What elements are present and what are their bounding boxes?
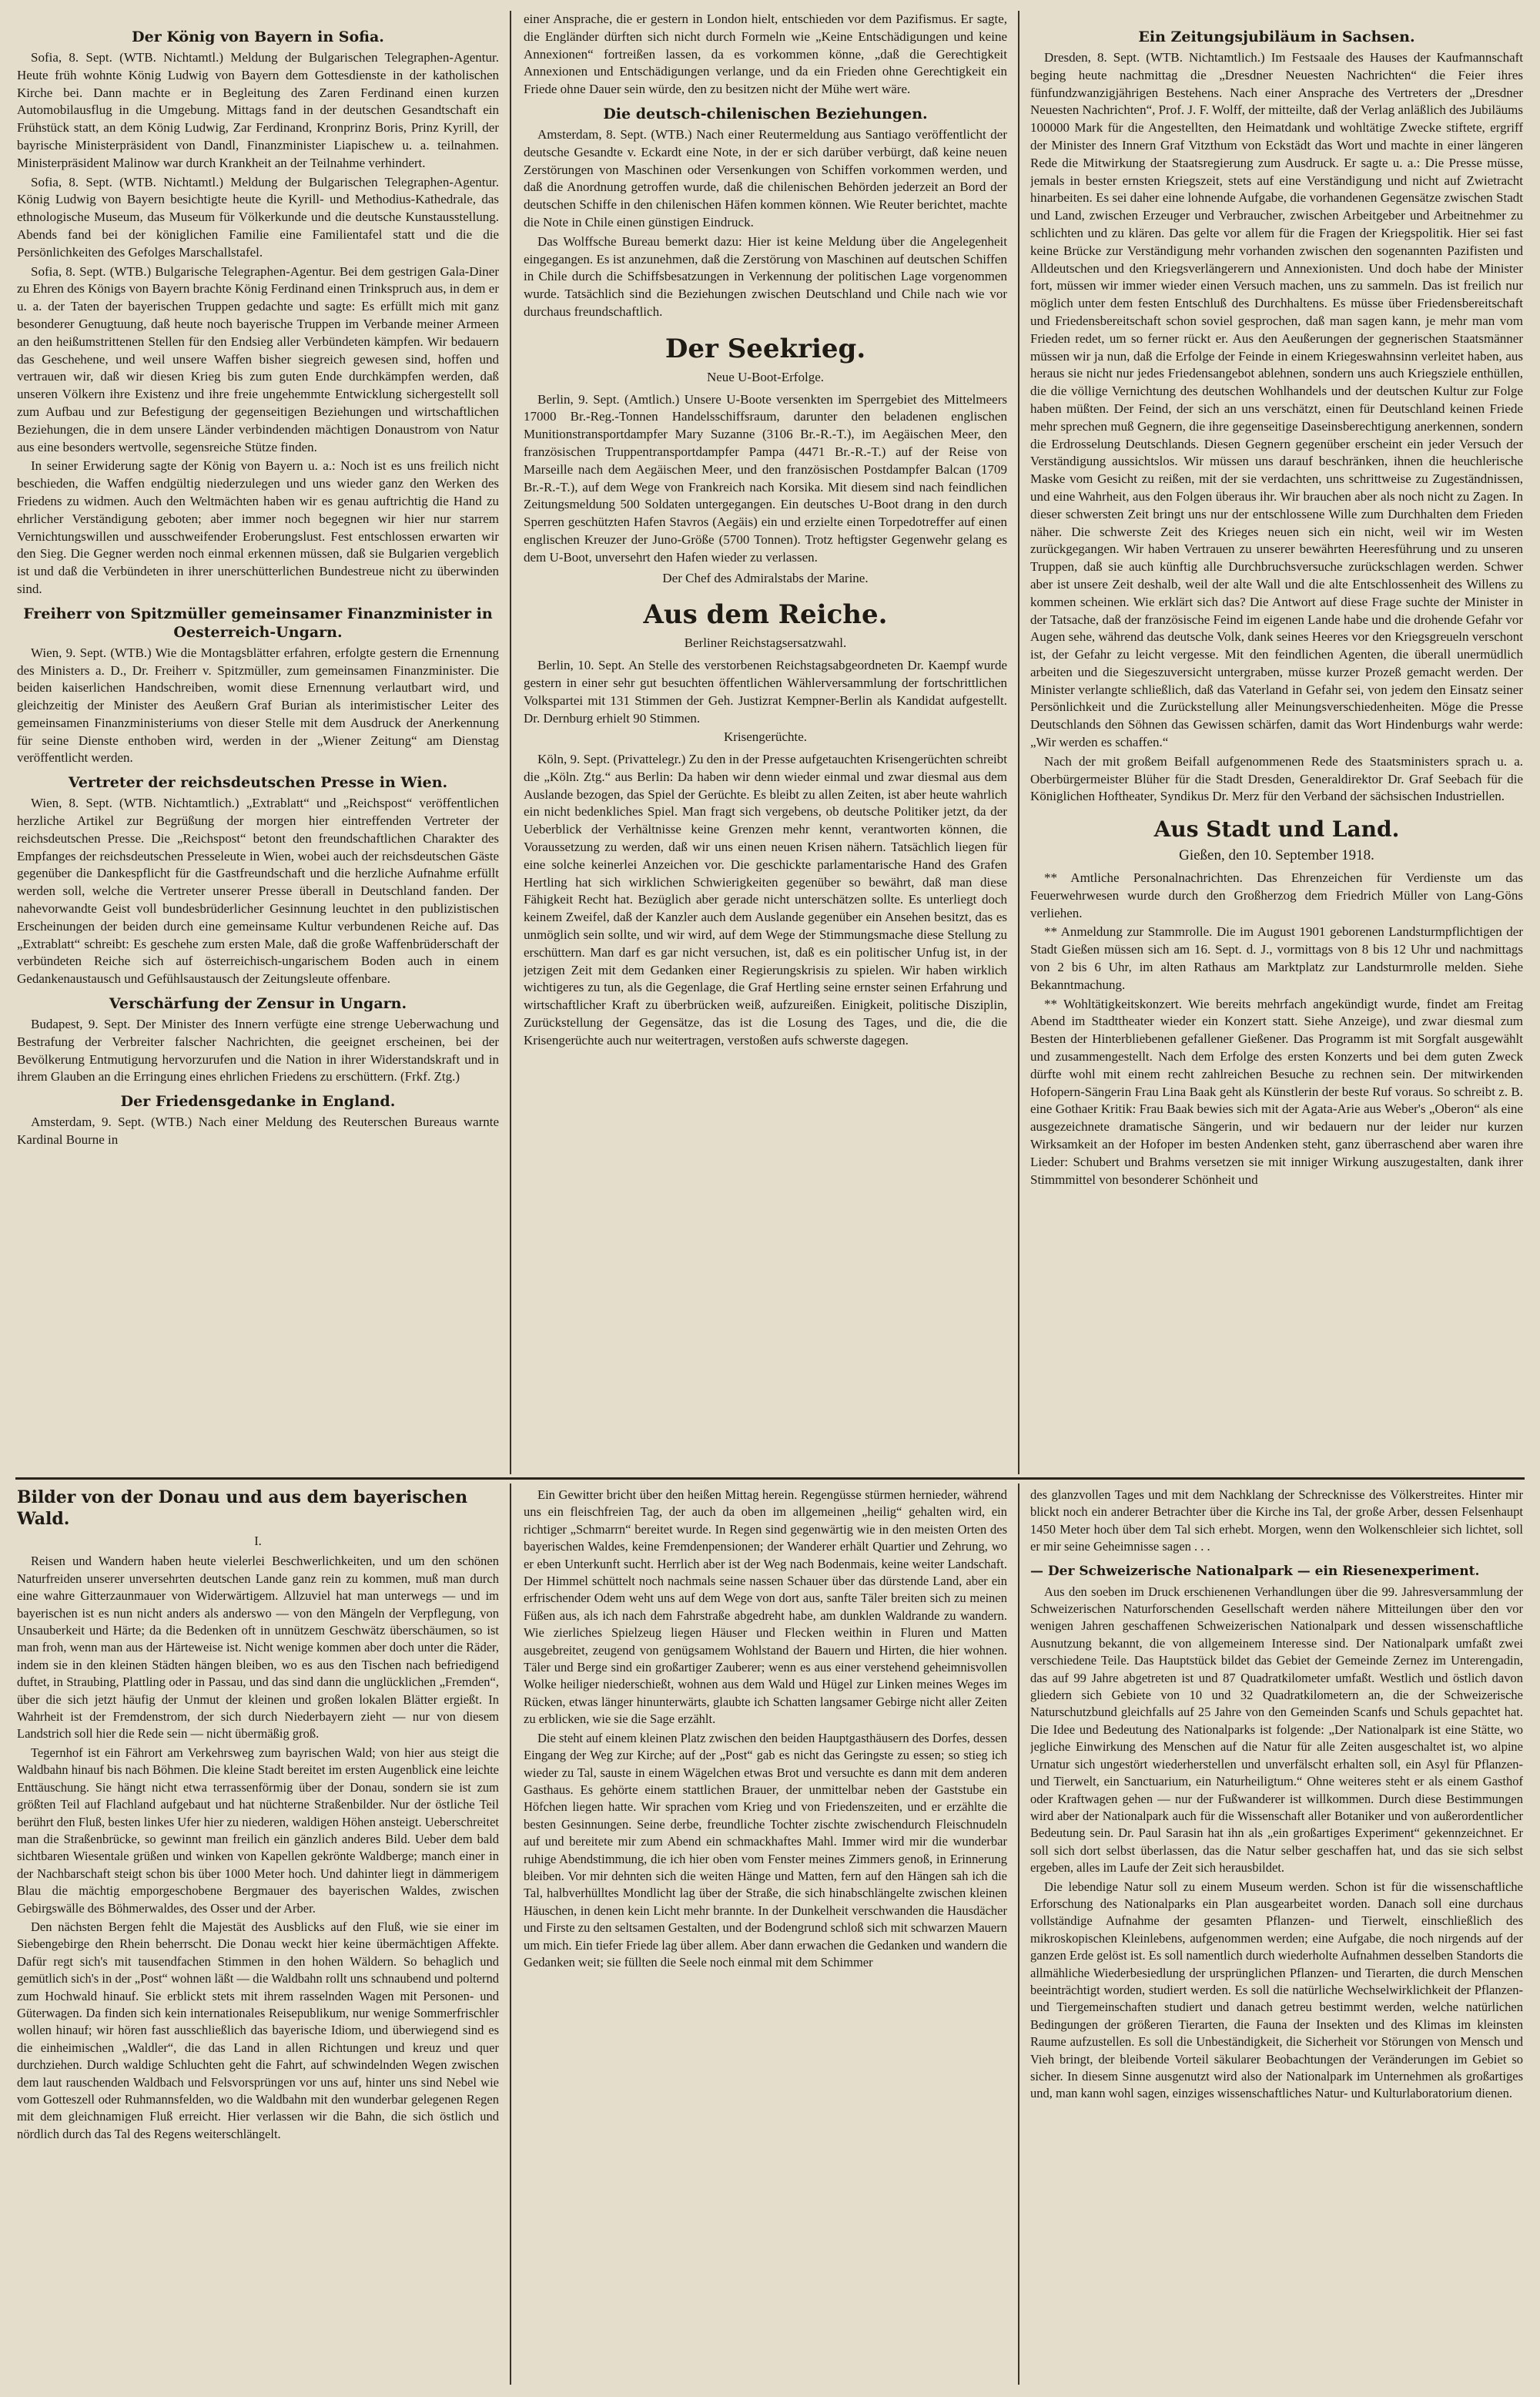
subheadline-u-boot: Neue U-Boot-Erfolge.: [706, 369, 824, 384]
headline-koenig-bayern: Der König von Bayern in Sofia.: [132, 28, 384, 45]
headline-zeitungsjubilaeum: Ein Zeitungsjubiläum in Sachsen.: [1138, 28, 1415, 45]
feature-column-3: [1030, 1487, 1523, 2385]
article-text: Amsterdam, 8. Sept. (WTB.) Nach einer Reutermeldung aus Santiago veröffentlicht der deutsche Gesandte v. Eckardt eine Note, in der er sich darüber verbürgt, daß keine neuen Zerstörungen von Maschinen oder Versenkungen von Schiffen vorkommen werden, und daß die Anordnung getroffen wurde, daß die chilenischen Behörden jederzeit an Bord der deutschen Schiffe in den chilenischen Häfen kommen können. Wie Reuter berichtet, machte die Note in Chile einen günstigen Eindruck.: [524, 126, 1007, 230]
headline-seekrieg: Der Seekrieg.: [665, 333, 866, 364]
column-rule: [1018, 11, 1019, 1474]
column-3: [1030, 22, 1523, 1473]
article-text: ** Amtliche Personalnachrichten. Das Ehrenzeichen für Verdienste um das Feuerwehrwesen wurde durch den Großherzog dem Friedrich Müller von Lang-Göns verliehen.: [1030, 870, 1523, 920]
feature-text: Ein Gewitter bricht über den heißen Mittag herein. Regengüsse stürmen hernieder, während uns ein fleischfreien Tag, der auch da oben im allgemeinen „heilig“ gehalten wird, ein richtiger „Schmarrn“ bereitet wurde. In Regen sind gegenwärtig wie in den meisten Orten des bayerischen Waldes, keine Fremdenpensionen; der Wanderer erhält Quartier und Zehrung, wo er eben Unterkunft sucht. Herrlich aber ist der Weg nach Bodenmais, keine weiter Landschaft. Der Himmel schüttelt noch nachmals seine nassen Schauer über das dürstende Land, aber ein erfrischender Odem weht uns auf dem Wege von dort aus, sanfte Täler breiten sich zu meinen Füßen aus, als ich nach dem Fahrstraße abgedreht habe, am dunklen Waldrande zu wandern. Wie zierliches Spielzeug liegen Häuser und Flecken weithin in Fluren und Matten ausgebreitet, zeugend von genügsamem Wohlstand der Bauern und Hirten, die hier wohnen. Täler und Berge sind ein großartiger Zauberer; wenn es aus einer verstehend geheimnisvollen Wolke heiliger niederschießt, wohnen aus dem Wald und Hügel zur Linken meines Weges im Rücken, etwas länger hinunterwärts, glaubte ich Schatten langsamer Gebirge nicht aller Zeiten zu erblicken, wie sie die Sage erzählt.: [524, 1487, 1007, 1727]
article-text: Berlin, 9. Sept. (Amtlich.) Unsere U-Boote versenkten im Sperrgebiet des Mittelmeers 17000 Br.-Reg.-Tonnen Handelsschiffsraum, darunter den beladenen englischen Munitionstransportdampfer Mary Suzanne (3106 Br.-R.-T.), im Aegäischen Meer, den französischen Truppentransportdampfer Pampa (4471 Br.-R.-T.) auf der Reise von Marseille nach dem Aegäischen Meer, und den französischen Postdampfer Balcan (1709 Br.-R.-T.), auf dem Wege von Frankreich nach Korsika. Mit diesem sind nach feindlichen Zeitungsmeldung 500 Soldaten untergegangen. Ein deutsches U-Boot drang in den durch Sperren geschützten Hafen Stavros (Aegäis) ein und erzielte einen Torpedotreffer auf einen englischen Kreuzer der Juno-Größe (5700 Tonnen). Trotz heftigster Gegenwehr gelang es dem U-Boot, unversehrt den Hafen wieder zu verlassen.: [524, 391, 1007, 565]
feature-text: Die lebendige Natur soll zu einem Museum werden. Schon ist für die wissenschaftliche Erforschung des Nationalparks ein Plan ausgearbeitet worden. Danach soll eine durchaus vollständige Aufnahme der gesamten Pflanzen- und Tierwelt, einschließlich des mikroskopischen Kleinlebens, aufgenommen werden; eine Aufgabe, die noch nirgends auf der ganzen Erde gelöst ist. Es soll namentlich durch wiederholte Aufnahmen desselben Standorts die allmähliche Wiederbesiedlung der ursprünglichen Pflanzen- und Tierarten, die durch Menschen beeinträchtigt worden, studiert werden. Es soll die natürliche Wechselwirklichkeit der Pflanzen- und Tiergemeinschaften studiert und danach getreu bestimmt werden, welche natürlichen Bedingungen der größeren Tierarten, die Fauna der Insekten und des Klimas im kleinsten Raume aufzustellen. Es soll die Unbeständigkeit, die Sicherheit vor Störungen von Mensch und Vieh bringt, der bleibende Vorteil säkularer Beobachtungen der Veränderungen im Gebiet so sicher. In diesem Sinne ausgenutzt wird also der Nationalpark im Unternehmen als großartiges und, man kann wohl sagen, einziges wissenschaftliches Natur- und Kulturlaboratorium dienen.: [1030, 1879, 1523, 2101]
feature-part-number: I.: [254, 1534, 262, 1548]
article-text: In seiner Erwiderung sagte der König von Bayern u. a.: Noch ist es uns freilich nicht beschieden, die Waffen endgültig niederzulegen und uns wieder ganz den Werken des Friedens zu widmen. Auch den Weltmächten haben wir es genau auftrichtig die Hand zu ehrlicher Verständigung geboten; aber immer noch begegnen wir hier nur starrem Vernichtungswillen und ausschweifender Eroberungslust. Fest entschlossen erwarten wir den Sieg. Die Gegner werden noch einmal erkennen müssen, daß sie Bulgarien vergeblich ist und daß die Verbündeten in ihrer unerschütterlichen Bundestreue nicht zu überwinden sind.: [17, 458, 499, 596]
headline-deutsch-chilenisch: Die deutsch-chilenischen Beziehungen.: [603, 105, 928, 122]
article-text: Berlin, 10. Sept. An Stelle des verstorbenen Reichstagsabgeordneten Dr. Kaempf wurde gestern in einer sehr gut besuchten öffentlichen Wählerversammlung der fortschrittlichen Volkspartei mit 131 Stimmen der Geh. Justizrat Kempner-Berlin als Kandidat aufgestellt. Dr. Dernburg erhielt 90 Stimmen.: [524, 658, 1007, 726]
headline-stadt-und-land: Aus Stadt und Land.: [1153, 816, 1400, 843]
feature-text: des glanzvollen Tages und mit dem Nachklang der Schrecknisse des Völkerstreites. Hinter mir blickt noch ein anderer Betrachter über die Kirche ins Tal, der große Arber, dessen Felsenhaupt 1450 Meter hoch über dem Tal sich erhebt. Morgen, wenn den Wolkenschleier sich lichtet, soll er mir seine Geheimnisse sagen . . .: [1030, 1487, 1523, 1554]
signature-admiralstab: Der Chef des Admiralstabs der Marine.: [662, 570, 869, 585]
feature-text: Den nächsten Bergen fehlt die Majestät des Ausblicks auf den Fluß, wie sie einer im Siebengebirge den Rhein beherrscht. Die Donau weckt hier keine übermächtigen Affekte. Dafür regt sich's mit tausendfachen Stimmen in den hohen Wäldern. So behaglich und gemütlich sich's in der „Post“ wohnen läßt — die Waldbahn rollt uns schnaubend und polternd zum Hochwald hinauf. Sie erblickt stets mit ihrem rasselnden Wagen mit Personen- und Güterwagen. Da finden sich kein internationales Reisepublikum, nur wenige Sommerfrischler wollen hinauf; wir hören fast ausschließlich das bayerische Idiom, und überwiegend sind es die einheimischen „Waldler“, die das Land in allen Richtungen und kreuz und quer durchziehen. Durch waldige Schluchten geht die Fahrt, auf schwindelnden Wegen zwischen dem laut rauschenden Waldbach und Felsvorsprüngen vor uns auf, hinter uns sind Nebel wie vom Gotteszell oder Ruhmannsfelden, wo die Waldbahn mit den wunderbar gelegenen Regen mit dem gleichnamigen Fluß erreicht. Hier verlassen wir die Bahn, die sich östlich und nördlich durch das Tal des Regens weiterschlängelt.: [17, 1919, 499, 2141]
headline-spitzmueller: Freiherr von Spitzmüller gemeinsamer Finanzminister in Oesterreich-Ungarn.: [23, 605, 493, 641]
article-text: Köln, 9. Sept. (Privattelegr.) Zu den in der Presse aufgetauchten Krisengerüchten schreibt die „Köln. Ztg.“ aus Berlin: Da haben wir denn wieder einmal und zwar diesmal aus dem Auslande bezogen, das Spiel der Gerüchte. Es bleibt zu allen Zeiten, ist aber heute wahrlich ein nicht bedenkliches Spiel. Man fragt sich vergebens, ob deutsche Politiker jetzt, da der Ueberblick der Verhältnisse keine Grenzen mehr kennt, verantworten können, die Voraussetzung zu werden, daß wir uns einen neuen Krisen nähern. Tatsächlich liegen für eine solche keinerlei Anzeichen vor. Die geschickte parlamentarische Hand des Grafen Hertling hat sich wirklichen Schwierigkeiten gegenüber so bewährt, daß man diese Fähigkeit Recht hat. Bezüglich aber gerade nicht unterschätzen sollte. Es unterliegt doch keinem Zweifel, daß der Kanzler auch dem Auslande gegenüber ein Ansehen besitzt, das es unmöglich sein sollte, und wir wird, auf dem Wege der Stimmungsmache diese Stellung zu erschüttern. Man darf es gar nicht versuchen, ist, daß es ein politischer Unfug ist, in der jetzigen Zeit mit dem Gedanken einer Regierungskrisis zu spielen. Wir haben wirklich wichtigeres zu tun, als die Gegenlage, die Graf Hertling seine ernster seinen Erfahrung und wirtschaftlicher Kraft zu überbrücken weiß, aufzureißen. Einigkeit, politische Disziplin, Zurückstellung der Gegensätze, das ist die Losung des Tages, und die, die die Krisengerüchte auch nur weitertragen, verstoßen aufs schwerste dagegen.: [524, 752, 1007, 1048]
article-text: ** Wohltätigkeitskonzert. Wie bereits mehrfach angekündigt wurde, findet am Freitag Abend im Stadttheater wieder ein Konzert statt. Siehe Anzeige), und zwar diesmal zum Besten der Hinterbliebenen gefallener Gießener. Das Programm ist mit Sorgfalt ausgewählt und zusammengestellt. Nach dem Erfolge des ersten Konzerts und bei dem guten Zweck dürfte wohl mit einem recht zahlreichen Besuche zu rechnen sein. Der mitwirkenden Hofopern-Sängerin Frau Lina Baak geht als Künstlerin der beste Ruf voraus. So schreibt z. B. eine Gothaer Kritik: Frau Baak bewies sich mit der Agata-Arie aus Weber's „Oberon“ als eine ausgezeichnete dramatische Sängerin, und wir bedauern nur der leider nur kurzen Wirksamkeit an der Hofoper im besten Andenken steht, ganz überraschend aber waren ihre Lieder: Schubert und Brahms versetzen sie mit inniger Wirkung auszugestalten, dank ihrer Stimmmittel von besonderer Schönheit und: [1030, 996, 1523, 1187]
feature-text: Reisen und Wandern haben heute vielerlei Beschwerlichkeiten, und um den schönen Naturfreiden unserer unversehrten deutschen Lande ganz rein zu kommen, muß man durch eine wahre Gitterzaunmauer von Widerwärtigem. Allzuviel hat man unterwegs — und im bayerischen ist es nun nicht anders als anderswo — von den Mängeln der Verpflegung, von Unsauberkeit und Härte; da die Bedenken oft in unnützem Geschwätz überschäumen, so ist man froh, wenn man aus der Härteweise ist. Nicht wenige kommen aber doch unter die Räder, indem sie in den kleinen Städten hängen bleiben, wo es aus den Tischen nach befriedigend duftet, in Straubing, Plattling oder in Passau, und das sind dann die unglücklichen „Fremden“, über die sich jetzt häufig der Unmut der kleinen und großen lokalen Blätter ergießt. In Wahrheit ist der Fremdenstrom, der sich durch Niederbayern zieht — nur von diesem Landstrich soll hier die Rede sein — nicht übermäßig groß.: [17, 1554, 499, 1742]
subheadline-krisengerüchte: Krisengerüchte.: [723, 729, 808, 745]
feature-text: Tegernhof ist ein Fährort am Verkehrsweg zum bayrischen Wald; von hier aus steigt die Waldbahn hinauf bis nach Böhmen. Die kleine Stadt bereitet im ersten Augenblick eine leichte Enttäuschung. Sie hängt nicht etwa terrassenförmig über der Donau, sondern sie ist zum größten Teil auf Flachland aufgebaut und hat nüchterne Straßenbilder. Nur der östliche Teil berührt den Fluß, besten linkes Ufer hier zu niederen, waldigen Höhen ansteigt. Ueberschreitet man die Straßenbrücke, so gewinnt man freilich ein gänzlich anderes Bild. Ueber dem bald sichtbaren Wiesentale grüßen und winken von Kapellen gekrönte Waldberge; manch einer in der Nachbarschaft steigt schon bis über 1000 Meter hoch. Und dahinter liegt in dämmerigem Blau die mächtig emporgeschobene Bergmauer des bayerischen Waldes, zwischen Gebirgswälle des Böhmerwaldes, des Osser und der Arber.: [17, 1745, 499, 1916]
article-text: Sofia, 8. Sept. (WTB. Nichtamtl.) Meldung der Bulgarischen Telegraphen-Agentur. Heute früh wohnte König Ludwig von Bayern dem Gottesdienste in der katholischen Kirche bei. Dann machte er in Begleitung des Zaren Ferdinand einen kurzen Automobilausflug in die Umgebung. Mittags fand in der deutschen Gesandtschaft ein Frühstück statt, an dem König Ludwig, Zar Ferdinand, Kronprinz Boris, Prinz Kyrill, der bayrische Ministerpräsident von Dandl, Finanzminister Liapischew u. a. teilnahmen. Ministerpräsident Malinow war durch Krankheit an der Teilnahme verhindert.: [17, 50, 499, 170]
article-text: Amsterdam, 9. Sept. (WTB.) Nach einer Meldung des Reuterschen Bureaus warnte Kardinal Bourne in: [17, 1115, 499, 1148]
article-text: Wien, 9. Sept. (WTB.) Wie die Montagsblätter erfahren, erfolgte gestern die Ernennung des Ministers a. D., Dr. Freiherr v. Spitzmüller, zum gemeinsamen Finanzminister. Die beiden kaiserlichen Handschreiben, womit diese Ernennung verlautbart wird, und gleichzeitig der Minister des Aeußern Graf Burian als interimistischer Leiter des gemeinsamen Finanzministeriums von dieser Stelle mit dem Ausdruck der Anerkennung für seine Dienste enthoben wird, werden in der „Wiener Zeitung“ am Dienstag veröffentlicht werden.: [17, 645, 499, 766]
article-text: Das Wolffsche Bureau bemerkt dazu: Hier ist keine Meldung über die Angelegenheit eingegangen. Es ist anzunehmen, daß die Zerstörung von Maschinen auf deutschen Schiffen in Chile durch die Schiffsbesatzungen in Verkennung der politischen Lage vorgenommen wurde. Tatsächlich sind die Beziehungen zwischen Deutschland und Chile nach wie vor durchaus freundschaftlich.: [524, 233, 1007, 319]
feature-column-2: [524, 1487, 1007, 2385]
subheadline-reichstag: Berliner Reichstagsersatzwahl.: [684, 635, 847, 651]
article-text: Sofia, 8. Sept. (WTB. Nichtamtl.) Meldung der Bulgarischen Telegraphen-Agentur. König Ludwig von Bayern besichtigte heute die Kyrill- und Methodius-Kathedrale, das ethnologische Museum, das Museum für Völkerkunde und die deutsche Kunstausstellung. Abends fand bei der königlichen Familie eine Familientafel statt und die die Persönlichkeiten des Gefolges Marschallstafel.: [17, 174, 499, 260]
article-text: ** Anmeldung zur Stammrolle. Die im August 1901 geborenen Landsturmpflichtigen der Stadt Gießen müssen sich am 16. Sept. d. J., vormittags von 8 bis 12 Uhr und nachmittags von 2 bis 6 Uhr, im alten Rathaus am Marktplatz zur Landsturmrolle melden. Siehe Bekanntmachung.: [1030, 924, 1523, 992]
column-rule: [1018, 1483, 1019, 2385]
feature-text: Die steht auf einem kleinen Platz zwischen den beiden Hauptgasthäusern des Dorfes, dessen Eingang der Weg zur Kirche; auf der „Post“ gab es nicht das Geringste zu essen; so stieg ich wieder zu Tal, sauste in einem Wägelchen etwas Brot und versuchte es dann mit dem anderen Gasthaus. Es gehörte einem stattlichen Brauer, der unmittelbar neben der Gaststube ein Höfchen liegen hatte. Wir sprachen vom Krieg und von Friedenszeiten, und er erzählte die besten Gesinnungen. Seine derbe, freundliche Tochter zischte zwischendurch Fleischnudeln auf und bereitete mir zum Abend ein schmackhaftes Mahl. Immer wird mir die wunderbar ruhige Abendstimmung, die ich hier oben vom Fenster meines Zimmers genoß, in Erinnerung bleiben. Vor mir dehnten sich die weiten Hänge und Matten, fern auf den Hängen sah ich die Tal, halbverhülltes Mondlicht lag über der Straße, die sich hinabschlängelte zwischen kleinen Häuschen, in denen kein Licht mehr brannte. In der Dunkelheit verschwanden die Hausdächer und Firste zu den seltsamen Gestalten, und der Bodengrund schloß sich mit schwarzen Mauern um mich. Ein tiefer Friede lag über allem. Aber dann erwachen die Gedanken und wandern die Gedanken weit; sie füllten die Seele noch einmal mit dem Schimmer: [524, 1730, 1007, 1970]
headline-zensur-ungarn: Verschärfung der Zensur in Ungarn.: [109, 995, 407, 1013]
headline-friedensgedanke: Der Friedensgedanke in England.: [120, 1093, 396, 1111]
article-text: Dresden, 8. Sept. (WTB. Nichtamtlich.) Im Festsaale des Hauses der Kaufmannschaft beging heute nachmittag die „Dresdner Neuesten Nachrichten“ die Feier ihres fünfundzwanzigjährigen Bestehens. Nach einer Ansprache des Vertreters der „Dresdner Neuesten Nachrichten“, Prof. J. F. Wolff, der mitteilte, daß der Verlag anläßlich des Jubiläums 100000 Mark für die Angestellten, den Heimatdank und wohltätige Zwecke stiftete, ergriff der Minister des Innern Graf Vitzthum von Eckstädt das Wort und machte in einer längeren Rede die Mitwirkung der Staatsregierung zum Ausdruck. Er sagte u. a.: Die Presse müsse, jemals in bester ernsten Kriegszeit, stets auf eine Verständigung und nicht auf Zwietracht hinarbeiten. Es sei daher eine lohnende Aufgabe, die vorhandenen Gegensätze zwischen Stadt und Land, zwischen Erzeuger und Verbraucher, zwischen Arbeitgeber und Arbeitnehmer zu schlichten und zu klären. Das gelte vor allem für die Fragen der Kriegspolitik. Hier sei fast keine Brücke zur Verständigung mehr vorhanden zwischen den sogenannten Pazifisten und Alldeutschen und den Kriegsverlängerern und Annexionisten. Und doch habe der Minister fort, müssen wir immer wieder einen Versuch machen, uns zu sammeln. Das ist freilich nur möglich unter dem festen Entschluß des Durchhaltens. Es müsse über Friedensbereitschaft und Friedensbereitschaft schon soviel gesprochen, daß man sagen kann, je mehr man vom Frieden redet, um so ferner rückt er. Aus den Aeußerungen der gegnerischen Staatsmänner müssen wir ja nun, daß die Erfolge der Feinde in einem Kriegeswahnsinn verleitet haben, aus heraus sie nicht nur jedes Friedensangebot ablehnen, sondern uns auch Kriegsziele enthüllen, die die völlige Vernichtung des deutschen Wohlhandels und der deutschen Kultur zur Folge haben müßten. Der Feind, der sich an uns verschätzt, einen für Deutschland keinen Friede mehr sprechen muß Gegnern, die ihre gegenseitige Daseinsberechtigung anerkennen, sondern die Erdrosselung Deutschlands. Diesen Gegnern gegenüber erscheint ein jeder Versuch der Verständigung aussichtslos. Wir müssen uns darauf beschränken, ihnen die heuchlerische Maske vom Gesicht zu reißen, mit der sie verdachten, uns schrittweise zu Zugeständnissen, und eine Wahrheit, aus den Folgen überaus ihr. Wir brauchen aber als noch nicht zu Zagen. In dieser schwersten Zeit bringt uns nur der entschlossene Wille zum Durchhalten dem Frieden näher. Die schwerste Zeit des Krieges neuen sich ein nicht, weil wir im Westen zurückgegangen. Wir haben Vertrauen zu unserer bewährten Heeresführung und zu unseren Truppen, daß sie auch künftig alle Durchbruchsversuche zurückschlagen werden. Schwer aber ist unsere Zeit deshalb, weil der alte Wall und die alte Entschlossenheit des Willens zu kommen scheinen. Wie erklärt sich das? Die Antwort auf diese Frage suchte der Minister in der Tatsache, daß der französische Feind im eigenen Lande habe und die drohende Gefahr vor Augen sehe, während das deutsche Volk, dank seines Heeres vor den Kriegsgreueln verschont ist, der Gefahr zu leicht vergesse. Mit den feindlichen Agenten, die überall unermüdlich arbeiten und die Siegeszuversicht untergraben, müsse kurzer Prozeß gemacht werden. Der Minister verlangte schließlich, daß das Vaterland in Gefahr sei, von jedem den Einsatz seiner Persönlichkeit und die Zurückstellung aller Meinungsverschiedenheiten. Möge die Presse Deutschlands den Söhnen das Gewissen schärfen, damit das Wort Hindenburgs wahr werde: „Wir werden es schaffen.“: [1030, 50, 1523, 750]
headline-presse-wien: Vertreter der reichsdeutschen Presse in Wien.: [68, 774, 448, 792]
column-2: [524, 11, 1007, 1473]
feature-column-1: [17, 1487, 499, 2385]
column-rule: [510, 11, 511, 1474]
headline-aus-dem-reiche: Aus dem Reiche.: [643, 599, 888, 631]
article-text: Sofia, 8. Sept. (WTB.) Bulgarische Telegraphen-Agentur. Bei dem gestrigen Gala-Diner zu Ehren des Königs von Bayern brachte König Ferdinand einen Trinkspruch aus, in dem er u. a. der Taten der bayerischen Truppen gedachte und sagte: Es erfüllt mich mit ganz besonderer Genugtuung, daß heute noch bayerische Truppen im Verbande meiner Armeen an den heißumstrittenen Stellen für den Endsieg aller Verbündeten kämpfen. Wir bedauern das Geschehene, und weil unsere Waffen bisher siegreich gewesen sind, hoffen und vertrauen wir, daß wir diesen Krieg bis zum guten Ende durchkämpfen werden, daß unseren Völkern ihre Existenz und ihre freie ungehemmte Entwicklung sichergestellt soll zum Aufbau und zur Befestigung der gegenseitigen Beziehungen und wirtschaftlichen Beziehungen, die in dem unsere Länder verbindenden mächtigen Donaustrom von Natur aus eine besonders wertvolle, segensreiche Stütze finden.: [17, 263, 499, 454]
dateline: Gießen, den 10. September 1918.: [1179, 847, 1374, 864]
column-rule: [510, 1483, 511, 2385]
article-text: einer Ansprache, die er gestern in London hielt, entschieden vor dem Pazifismus. Er sagte, die Engländer dürften sich nicht durch Formeln wie „Keine Entschädigungen und keine Annexionen“ fortreißen lassen, da es vorkommen könne, „daß die Gerechtigkeit Annexionen und Entschädigungen verlange, und da ein Frieden ohne Gerechtigkeit ein Friede ohne Dauer sein würde, den zu besitzen nicht der Mühe wert wäre.: [524, 12, 1007, 97]
article-text: Nach der mit großem Beifall aufgenommenen Rede des Staatsministers sprach u. a. Oberbürgermeister Blüher für die Stadt Dresden, Generaldirektor Dr. Graf Seebach für die Königlichen Hoftheater, Syndikus Dr. Merz für den Verband der sächsischen Industriellen.: [1030, 753, 1523, 804]
feature-text: Aus den soeben im Druck erschienenen Verhandlungen über die 99. Jahresversammlung der Schweizerischen Naturforschenden Gesellschaft werden nähere Mitteilungen über den vor wenigen Jahren geschaffenen Schweizerischen Nationalpark und dessen wissenschaftliche Ausnutzung bekannt, die von allgemeinem Interesse sind. Der Nationalpark umfaßt zwei verschiedene Teile. Das Hauptstück bildet das Gebiet der Gemeinde Zernez im Unterengadin, das auf 99 Jahre abgetreten ist und 87 Quadratkilometer umfaßt. Westlich und östlich davon gliedern sich Gebiete von 10 und 32 Quadratkilometern an, die der Schweizerische Naturschutzbund gleichfalls auf 25 Jahre von den Gemeinden Scanfs und Schuls gepachtet hat. Die Idee und Bedeutung des Nationalparks ist folgende: „Der Nationalpark ist eine Stätte, wo jegliche Einwirkung des Menschen auf die Natur für alle Zeiten ausgeschaltet ist, wo alpine Urnatur sich ungestört wiederherstellen und unverfälscht erhalten soll, ein Asyl für Pflanzen- und Tierwelt, ein Sanctuarium, ein Naturheiligtum.“ Ohne weiteres steht er als einem Gasthof oder Kraftwagen gehen — nur der Fußwanderer ist willkommen. Durch diese Bestimmungen wird aber der Nationalpark auch für die Wissenschaft aller Botaniker und von außerordentlicher Bedeutung sein. Dr. Paul Sarasin hat ihn als „ein großartiges Experiment“ gekennzeichnet. Er soll sich dort selbst überlassen, das die Natur selber geschaffen hat, und das sie sich selbst ergeben, alles im Laufe der Zeit sich herausbildet.: [1030, 1584, 1523, 1876]
headline-nationalpark: — Der Schweizerische Nationalpark — ein Riesenexperiment.: [1030, 1563, 1480, 1579]
article-text: Wien, 8. Sept. (WTB. Nichtamtlich.) „Extrablatt“ und „Reichspost“ veröffentlichen herzliche Artikel zur Begrüßung der morgen hier eintreffenden Vertreter der reichsdeutschen Presse. Die „Reichspost“ betont den freundschaftlichen Charakter des Empfanges der reichsdeutschen Presseleute in Wien, wobei auch der reichsdeutschen Gäste gegenüber die Dankespflicht für die Gastfreundschaft und die herzliche Aufnahme erfüllt werden soll, welche die Vertreter unserer Presse überall in Deutschland fanden. Der nahevorwandte Geist voll bundesbrüderlicher Gesinnung leuchtet in den publizistischen Erscheinungen der beiden durch eine gemeinsame Kultur verbundenen Reiche auf. Das „Extrablatt“ schreibt: Es geschehe zum ersten Male, daß die große Waffenbrüderschaft der verbündeten Reiche sich auf österreichisch-ungarischem Boden auch in einem Gedankenaustausch und Gefühlsaustausch der Zeitungsleute offenbare.: [17, 796, 499, 987]
column-1: [17, 22, 499, 1473]
feature-title: Bilder von der Donau und aus dem bayerischen Wald.: [17, 1487, 468, 1529]
article-text: Budapest, 9. Sept. Der Minister des Innern verfügte eine strenge Ueberwachung und Bestrafung der Verbreiter falscher Nachrichten, die geeignet erscheinen, bei der Bevölkerung Entmutigung hervorzurufen und die Nation in ihrer Widerstandskraft und in ihrem Glauben an die Erringung eines ehrlichen Friedens zu erschüttern. (Frkf. Ztg.): [17, 1017, 499, 1085]
feature-separator: [15, 1477, 1525, 1480]
